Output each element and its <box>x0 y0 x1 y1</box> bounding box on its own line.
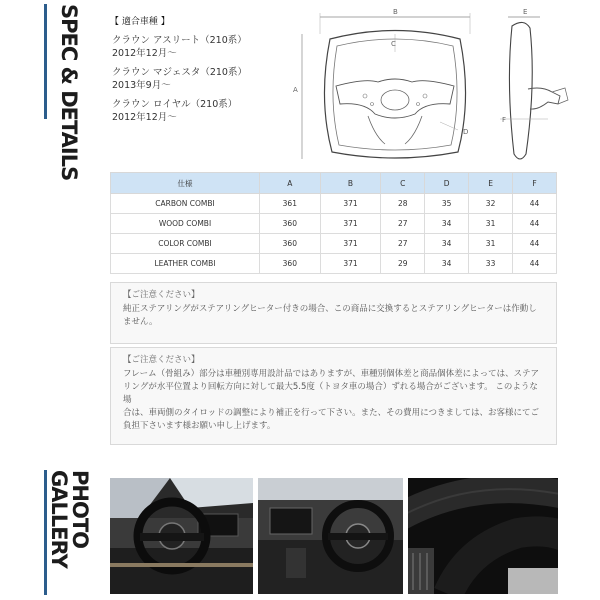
dimension-label-c: C <box>391 40 396 48</box>
vehicle-item <box>112 34 247 60</box>
compat-heading: 【 適合車種 】 <box>110 17 170 27</box>
table-cell: 28 <box>381 194 425 214</box>
table-cell: 34 <box>425 254 469 274</box>
notice-heater <box>110 282 557 344</box>
dimension-label-b: B <box>393 8 398 16</box>
dimension-label-f: F <box>502 116 507 124</box>
notice-title: 【ご注意ください】 <box>123 290 200 300</box>
spec-table-header-row <box>111 173 557 194</box>
spec-section-bar <box>44 4 47 119</box>
table-cell: WOOD COMBI <box>111 214 260 234</box>
gallery-photo-interior-side[interactable] <box>110 478 253 594</box>
table-cell: COLOR COMBI <box>111 234 260 254</box>
notice-frame-alignment <box>110 347 557 445</box>
dimension-label-a: A <box>293 86 298 94</box>
table-cell: 360 <box>260 254 321 274</box>
table-row <box>111 234 557 254</box>
steering-dimension-diagram <box>290 4 590 169</box>
spec-header-cell: A <box>260 173 321 194</box>
table-cell: 371 <box>320 254 381 274</box>
gallery-photo-steering-closeup[interactable] <box>408 478 558 594</box>
spec-table <box>110 172 557 274</box>
table-cell: 31 <box>469 234 513 254</box>
table-cell: 361 <box>260 194 321 214</box>
notice-line: リングが水平位置より回転方向に対して最大5.5度（トヨタ車の場合）ずれる場合がございます。 このような場 <box>123 382 538 405</box>
table-cell: 31 <box>469 214 513 234</box>
table-cell: 44 <box>513 214 557 234</box>
vehicle-item <box>112 98 237 124</box>
spec-header-cell: D <box>425 173 469 194</box>
table-row <box>111 194 557 214</box>
table-cell: 27 <box>381 234 425 254</box>
table-cell: 27 <box>381 214 425 234</box>
notice-line: 純正ステアリングがステアリングヒーター付きの場合、この商品に交換するとステアリングヒーターは作動し <box>123 304 537 314</box>
dimension-label-d: D <box>463 128 469 136</box>
gallery-photo-interior-front[interactable] <box>258 478 403 594</box>
table-cell: CARBON COMBI <box>111 194 260 214</box>
table-cell: 360 <box>260 234 321 254</box>
table-cell: 29 <box>381 254 425 274</box>
table-cell: 33 <box>469 254 513 274</box>
table-cell: LEATHER COMBI <box>111 254 260 274</box>
table-cell: 371 <box>320 194 381 214</box>
table-cell: 34 <box>425 234 469 254</box>
spec-header-cell: B <box>320 173 381 194</box>
table-cell: 360 <box>260 214 321 234</box>
vehicle-date: 2012年12月～ <box>112 112 177 123</box>
notice-title: 【ご注意ください】 <box>123 355 200 365</box>
notice-line: フレーム（骨組み）部分は車種別専用設計品ではありますが、車種別個体差と商品個体差によっては、ステア <box>123 369 539 379</box>
vehicle-name: クラウン マジェスタ（210系） <box>112 67 247 78</box>
photo-gallery-title: PHOTO GALLERY <box>47 470 92 568</box>
vehicle-date: 2013年9月～ <box>112 80 171 91</box>
table-cell: 44 <box>513 194 557 214</box>
table-cell: 44 <box>513 254 557 274</box>
spec-header-cell: 仕様 <box>111 173 260 194</box>
table-cell: 32 <box>469 194 513 214</box>
vehicle-name: クラウン ロイヤル（210系） <box>112 99 238 110</box>
notice-line: 合は、車両側のタイロッドの調整により補正を行って下さい。また、その費用につきましては、お客様にてご <box>123 408 539 418</box>
vehicle-name: クラウン アスリート（210系） <box>112 35 247 46</box>
table-row <box>111 214 557 234</box>
table-cell: 44 <box>513 234 557 254</box>
vehicle-item <box>112 66 247 92</box>
table-cell: 34 <box>425 214 469 234</box>
spec-details-title: SPEC & DETAILS <box>57 4 81 181</box>
notice-line: 負担下さいます様お願い申し上げます。 <box>123 421 276 431</box>
notice-line: ません。 <box>123 317 158 327</box>
spec-header-cell: E <box>469 173 513 194</box>
vehicle-date: 2012年12月～ <box>112 48 177 59</box>
table-row <box>111 254 557 274</box>
spec-header-cell: C <box>381 173 425 194</box>
table-cell: 371 <box>320 214 381 234</box>
dimension-label-e: E <box>523 8 528 16</box>
table-cell: 371 <box>320 234 381 254</box>
table-cell: 35 <box>425 194 469 214</box>
spec-header-cell: F <box>513 173 557 194</box>
